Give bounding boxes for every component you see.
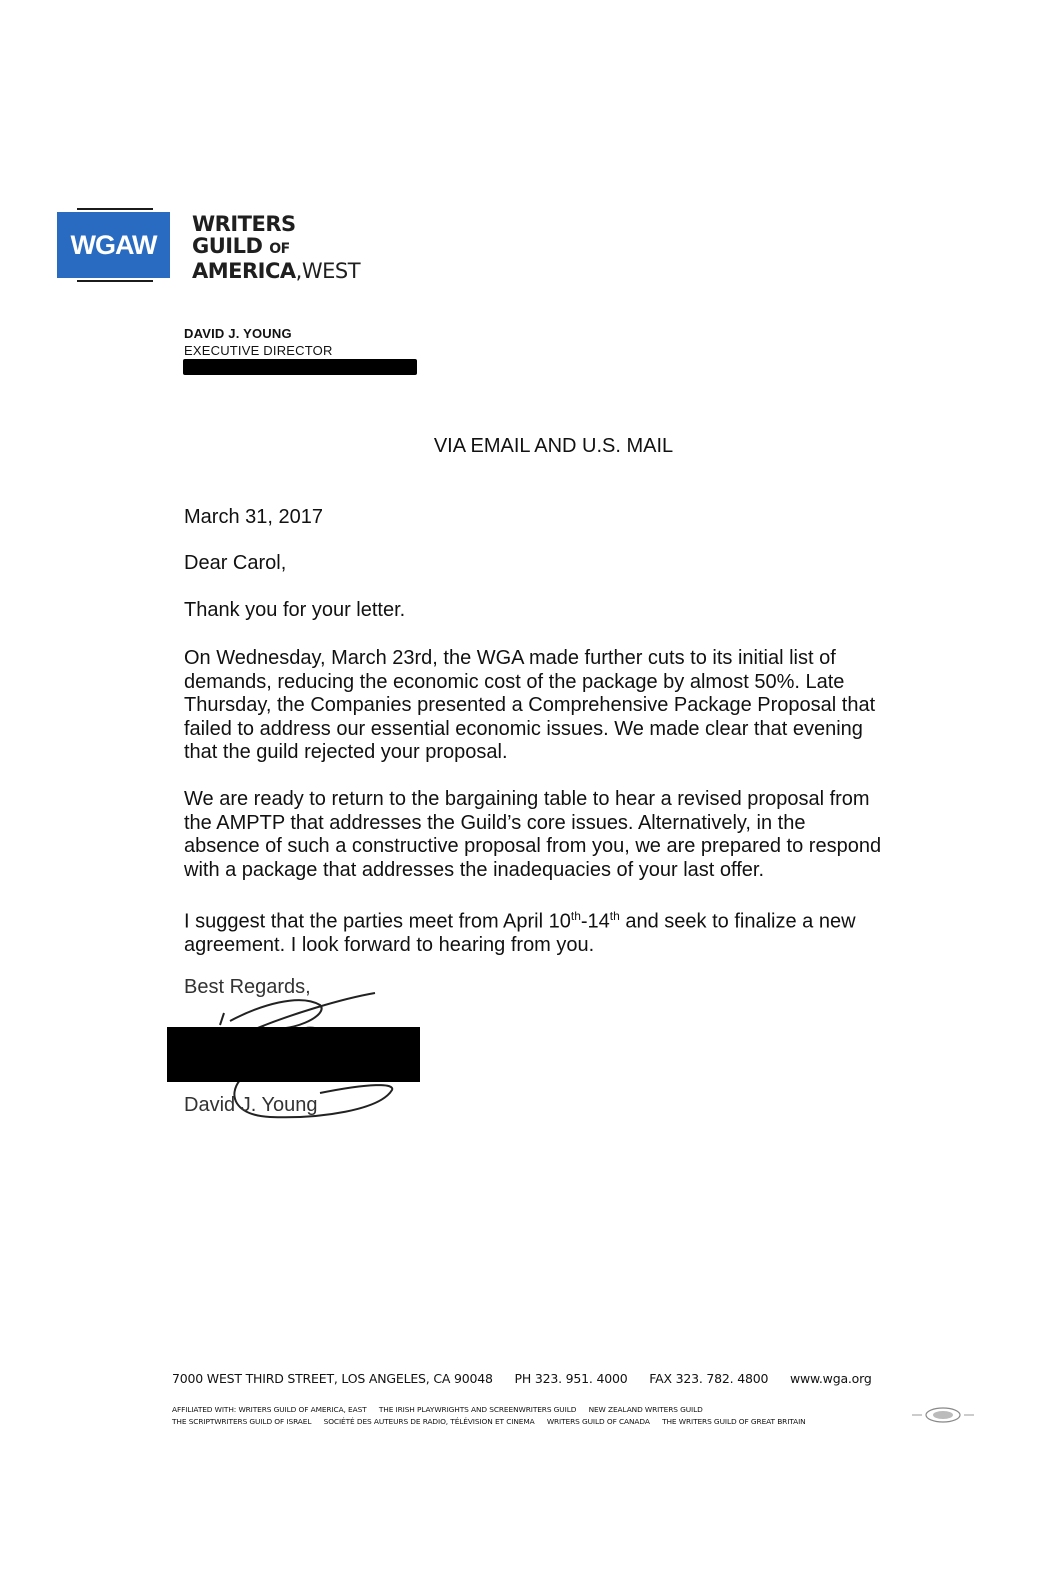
footer-address: 7000 WEST THIRD STREET, LOS ANGELES, CA 90048	[172, 1371, 493, 1386]
paragraph-4-a: I suggest that the parties meet from April 10	[184, 910, 571, 933]
logo-wordmark	[192, 213, 360, 282]
footer-web: www.wga.org	[789, 1371, 872, 1386]
union-label-icon	[910, 1406, 976, 1424]
signer-name: David J. Young	[184, 1094, 318, 1116]
footer-phone: PH 323. 951. 4000	[514, 1371, 628, 1386]
logo-line-3	[192, 260, 360, 282]
affiliations-line-2	[172, 1416, 816, 1428]
affiliation-item: THE SCRIPTWRITERS GUILD OF ISRAEL	[172, 1417, 312, 1426]
closing: Best Regards,	[184, 976, 311, 998]
logo-badge	[57, 212, 170, 278]
sender-title: EXECUTIVE DIRECTOR	[184, 343, 333, 358]
footer-contact	[172, 1371, 890, 1386]
delivery-method-text: VIA EMAIL AND U.S. MAIL	[433, 435, 674, 457]
logo-line-2-b: OF	[269, 241, 290, 257]
sender-name: DAVID J. YOUNG	[184, 326, 292, 341]
delivery-method	[0, 435, 1047, 458]
footer-affiliations	[172, 1404, 816, 1428]
paragraph-4-sup-1: th	[570, 909, 581, 923]
paragraph-4-c: and seek to finalize a new agreement. I look forward to hearing from you.	[184, 910, 856, 957]
logo-line-2	[192, 235, 360, 260]
paragraph-4-b: -14	[580, 910, 610, 933]
logo-line-3-b: ,WEST	[295, 259, 361, 283]
salutation: Dear Carol,	[184, 552, 287, 574]
logo-line-3-a: AMERICA	[192, 259, 296, 283]
paragraph-4-sup-2: th	[609, 909, 620, 923]
affiliation-item: WRITERS GUILD OF CANADA	[546, 1417, 650, 1426]
affiliation-item: SOCIÉTÉ DES AUTEURS DE RADIO, TÉLÉVISION ET CINEMA	[323, 1417, 535, 1426]
paragraph-4	[184, 905, 884, 958]
redaction-bar	[183, 359, 417, 375]
paragraph-3: We are ready to return to the bargaining table to hear a revised proposal from the AMPTP that addresses the Guild’s core issues. Alternatively, in the absence of such a constructive proposal from you, we are prepared to respond with a package that addresses the inadequacies of your last offer.	[184, 788, 882, 881]
logo-rule-top	[77, 208, 153, 210]
affiliation-item: AFFILIATED WITH: WRITERS GUILD OF AMERICA, EAST	[172, 1405, 367, 1414]
logo-rule-bottom	[77, 280, 153, 282]
paragraph-2: On Wednesday, March 23rd, the WGA made further cuts to its initial list of demands, reducing the economic cost of the package by almost 50%. Late Thursday, the Companies presented a Comprehensive Package Proposal that failed to address our essential economic issues. We made clear that evening that the guild rejected your proposal.	[184, 647, 876, 763]
wgaw-logo	[57, 212, 170, 278]
footer-fax: FAX 323. 782. 4800	[649, 1371, 769, 1386]
letter-date: March 31, 2017	[184, 506, 323, 528]
signature-redaction	[167, 1027, 420, 1082]
affiliation-item: THE IRISH PLAYWRIGHTS AND SCREENWRITERS GUILD	[378, 1405, 577, 1414]
logo-line-1: WRITERS	[192, 212, 296, 236]
affiliation-item: NEW ZEALAND WRITERS GUILD	[588, 1405, 703, 1414]
logo-badge-text: WGAW	[70, 229, 157, 260]
paragraph-1: Thank you for your letter.	[184, 599, 406, 621]
affiliation-item: THE WRITERS GUILD OF GREAT BRITAIN	[662, 1417, 806, 1426]
affiliations-line-1	[172, 1404, 816, 1416]
logo-line-2-a: GUILD	[192, 234, 263, 258]
